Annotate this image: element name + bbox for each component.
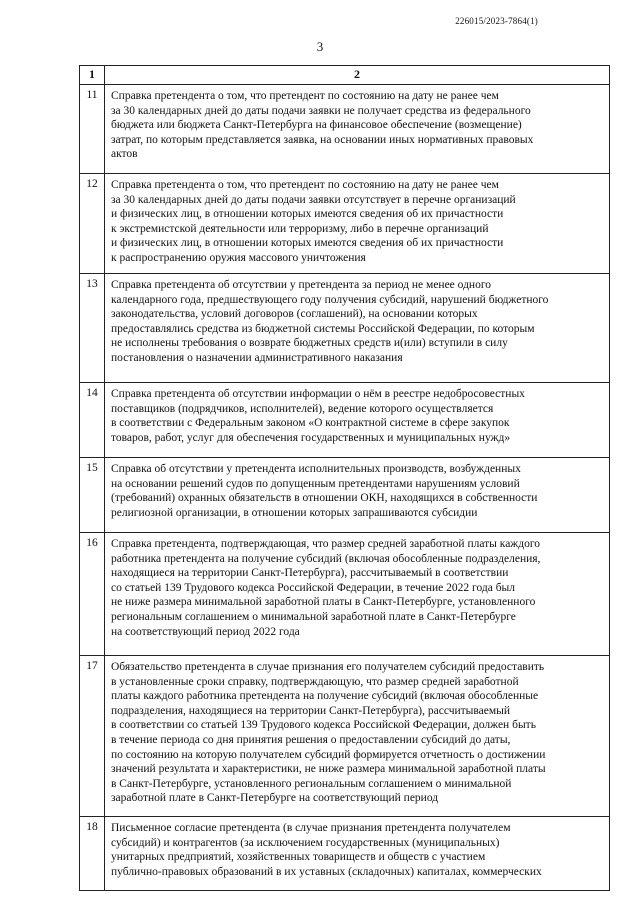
text-line: Справка претендента об отсутствии информации о нём в реестре недобросовестных — [111, 388, 525, 400]
text-line: актов — [111, 148, 138, 161]
text-line: (требований) охранных обязательств в отношении ОКН, находящихся в собственности — [111, 492, 538, 505]
text-line: работника претендента на получение субсидий (включая обособленные подразделения, — [111, 552, 541, 565]
text-line: Справка претендента об отсутствии у претендента за период не менее одного — [111, 279, 492, 291]
text-line: Справка претендента, подтверждающая, что размер средней заработной платы каждого — [111, 538, 541, 550]
row-text — [105, 383, 610, 458]
text-line: значений результата и характеристики, не ниже размера минимальной заработной платы — [111, 763, 546, 776]
text-line: Письменное согласие претендента (в случае признания претендента получателем — [111, 822, 511, 834]
row-text — [105, 85, 610, 174]
row-number: 12 — [80, 174, 105, 274]
text-line: постановления о назначении административного наказания — [111, 351, 403, 364]
text-line: подразделения, находящиеся на территории Санкт-Петербурга), рассчитываемый — [111, 704, 511, 717]
table-row — [80, 383, 610, 458]
text-line: бюджета или бюджета Санкт-Петербурга на финансовое обеспечение (возмещение) — [111, 119, 522, 132]
document-number: 226015/2023-7864(1) — [455, 16, 538, 26]
text-line: находящиеся на территории Санкт-Петербурга), рассчитываемый в соответствии — [111, 567, 509, 580]
text-line: по состоянию на которую получателем субсидий формируется отчетность о достижении — [111, 748, 546, 761]
table-row — [80, 656, 610, 817]
row-text — [105, 274, 610, 383]
text-line: в течение периода со дня принятия решения о предоставлении субсидий до даты, — [111, 733, 511, 746]
row-text — [105, 458, 610, 533]
table-row — [80, 274, 610, 383]
table-row — [80, 817, 610, 891]
table-row — [80, 85, 610, 174]
text-line: платы каждого работника претендента на получение субсидий (включая обособленные — [111, 690, 539, 703]
row-number: 17 — [80, 656, 105, 817]
row-number: 16 — [80, 533, 105, 656]
text-line: на основании решений судов по допущенным претендентами нарушениям условий — [111, 477, 520, 490]
column-header-description: 2 — [105, 66, 610, 85]
text-line: заработной плате в Санкт-Петербурге на соответствующий период — [111, 792, 439, 805]
text-line: со статьей 139 Трудового кодекса Российской Федерации, в течение 2022 года был — [111, 581, 516, 594]
text-line: в установленные сроки справку, подтверждающую, что размер средней заработной — [111, 675, 519, 688]
text-line: товаров, работ, услуг для обеспечения государственных и муниципальных нужд» — [111, 431, 511, 444]
row-number: 18 — [80, 817, 105, 891]
row-number: 15 — [80, 458, 105, 533]
text-line: унитарных предприятий, хозяйственных товариществ и обществ с участием — [111, 851, 486, 864]
text-line: Справка претендента о том, что претендент по состоянию на дату не ранее чем — [111, 179, 499, 191]
text-line: в соответствии со статьей 139 Трудового кодекса Российской Федерации, должен быть — [111, 719, 536, 732]
text-line: законодательства, условий договоров (соглашений), на основании которых — [111, 308, 478, 321]
row-number: 14 — [80, 383, 105, 458]
row-number: 13 — [80, 274, 105, 383]
page-number: 3 — [316, 39, 324, 54]
text-line: субсидий) и контрагентов (за исключением государственных (муниципальных) — [111, 836, 500, 849]
text-line: религиозной организации, в отношении которых запрашиваются субсидии — [111, 506, 478, 519]
table-row — [80, 174, 610, 274]
text-line: календарного года, предшествующего году получения субсидий, нарушений бюджетного — [111, 293, 549, 306]
row-text — [105, 174, 610, 274]
text-line: к экстремистской деятельности или терроризму, либо в перечне организаций — [111, 222, 489, 235]
text-line: затрат, по которым представляется заявка, на основании иных нормативных правовых — [111, 133, 534, 146]
text-line: региональным соглашением о минимальной заработной плате в Санкт-Петербурге — [111, 610, 516, 623]
text-line: поставщиков (подрядчиков, исполнителей), ведение которого осуществляется — [111, 402, 494, 415]
table-row — [80, 458, 610, 533]
text-line: за 30 календарных дней до даты подачи заявки не получает средства из федерального — [111, 104, 531, 117]
text-line: Справка об отсутствии у претендента исполнительных производств, возбужденных — [111, 463, 521, 475]
text-line: и физических лиц, в отношении которых имеются сведения об их причастности — [111, 237, 504, 250]
text-line: в Санкт-Петербурге, установленного региональным соглашением о минимальной — [111, 777, 512, 790]
text-line: не ниже размера минимальной заработной платы в Санкт-Петербурге, установленного — [111, 596, 536, 609]
table-header-row — [80, 66, 610, 85]
row-number: 11 — [80, 85, 105, 174]
text-line: не исполнены требования о возврате бюджетных средств и(или) вступили в силу — [111, 337, 508, 350]
row-text — [105, 656, 610, 817]
text-line: предоставлялись средства из бюджетной системы Российской Федерации, по которым — [111, 322, 535, 335]
text-line: за 30 календарных дней до даты подачи заявки отсутствует в перечне организаций — [111, 193, 516, 206]
column-header-number: 1 — [80, 66, 105, 85]
row-text — [105, 817, 610, 891]
text-line: на соответствующий период 2022 года — [111, 625, 300, 638]
text-line: публично-правовых образований в их уставных (складочных) капиталах, коммерческих — [111, 865, 542, 878]
row-text — [105, 533, 610, 656]
text-line: Справка претендента о том, что претендент по состоянию на дату не ранее чем — [111, 90, 499, 102]
documents-table — [79, 65, 610, 891]
table-row — [80, 533, 610, 656]
text-line: в соответствии с Федеральным законом «О контрактной системе в сфере закупок — [111, 417, 510, 430]
text-line: Обязательство претендента в случае признания его получателем субсидий предоставить — [111, 661, 545, 673]
text-line: к распространению оружия массового уничтожения — [111, 251, 366, 264]
text-line: и физических лиц, в отношении которых имеются сведения об их причастности — [111, 208, 504, 221]
